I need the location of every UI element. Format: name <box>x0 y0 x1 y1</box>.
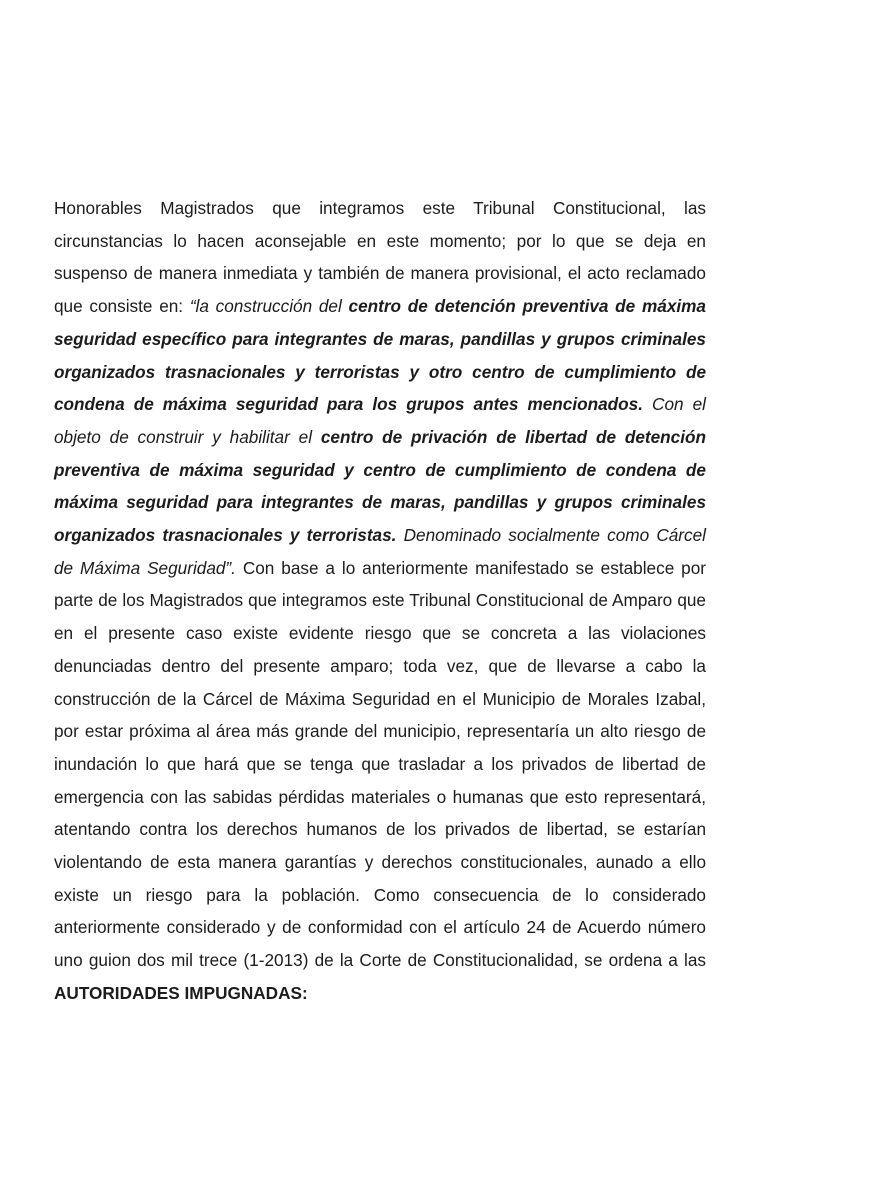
quoted-act-deprivation-center: centro de privación de libertad de detención preventiva de máxima seguridad y centro de cumplimiento de condena de máxima seguridad para integrantes de maras, pandillas y grupos criminales organizados trasnacionales y terroristas. <box>54 426 706 546</box>
quoted-act-closing: Denominado socialmente como Cárcel de Máxima Seguridad”. <box>54 525 706 578</box>
challenged-authorities-label: AUTORIDADES IMPUGNADAS: <box>54 982 308 1003</box>
quoted-act-purpose: Con el objeto de construir y habilitar el <box>54 394 706 447</box>
resolution-paragraph <box>54 192 706 1010</box>
paragraph-intro-text: Honorables Magistrados que integramos este Tribunal Constitucional, las circunstancias lo hacen aconsejable en este momento; por lo que se deja en suspenso de manera inmediata y también de manera provisional, el acto reclamado que consiste en: <box>54 198 706 317</box>
paragraph-reasoning-text: Con base a lo anteriormente manifestado se establece por parte de los Magistrados que integramos este Tribunal Constitucional de Amparo que en el presente caso existe evidente riesgo que se concreta a las violaciones denunciadas dentro del presente amparo; toda vez, que de llevarse a cabo la construcción de la Cárcel de Máxima Seguridad en el Municipio de Morales Izabal, por estar próxima al área más grande del municipio, representaría un alto riesgo de inundación lo que hará que se tenga que trasladar a los privados de libertad de emergencia con las sabidas pérdidas materiales o humanas que esto representará, atentando contra los derechos humanos de los privados de libertad, se estarían violentando de esta manera garantías y derechos constitucionales, aunado a ello existe un riesgo para la población. Como consecuencia de lo considerado anteriormente considerado y de conformidad con el artículo 24 de Acuerdo número uno guion dos mil trece (1-2013) de la Corte de Constitucionalidad, se ordena a las <box>54 557 706 971</box>
quoted-act-detention-center: centro de detención preventiva de máxima seguridad específico para integrantes de maras, pandillas y grupos criminales organizados trasnacionales y terroristas y otro centro de cumplimiento de condena de máxima seguridad para los grupos antes mencionados. <box>54 296 706 415</box>
quoted-act-opening: “la construcción del <box>189 296 349 317</box>
